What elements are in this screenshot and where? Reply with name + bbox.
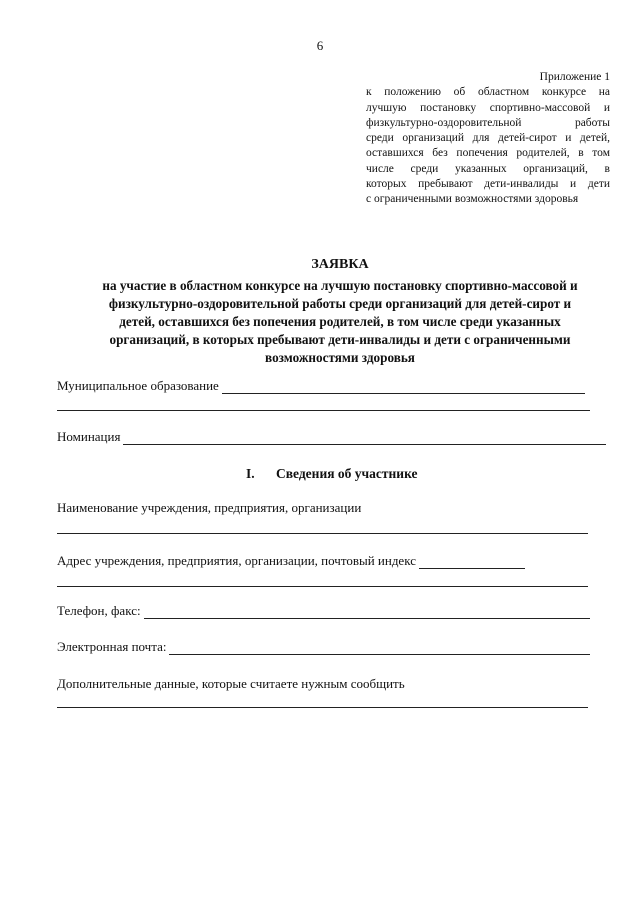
appendix-line: оставшихся без попечения родителей, в том: [366, 147, 610, 160]
address-field[interactable]: [57, 553, 585, 569]
appendix-line: лучшую постановку спортивно-массовой и: [366, 101, 610, 114]
additional-input-line[interactable]: [57, 707, 588, 708]
org-name-input-line[interactable]: [57, 533, 588, 534]
additional-label-row: [57, 676, 405, 692]
municipality-label: Муниципальное образование: [57, 378, 219, 393]
municipality-input-line[interactable]: [222, 380, 585, 394]
subtitle-line: физкультурно-оздоровительной работы среди организаций для детей-сирот и: [108, 296, 572, 311]
appendix-line: с ограниченными возможностями здоровья: [366, 193, 579, 206]
additional-label: Дополнительные данные, которые считаете нужным сообщить: [57, 676, 405, 691]
appendix-line: к положению об областном конкурсе на: [366, 86, 610, 99]
subtitle-line: возможностями здоровья: [265, 350, 415, 365]
appendix-line: числе среди указанных организаций, в: [366, 162, 610, 175]
municipality-field[interactable]: [57, 378, 585, 394]
appendix-title: Приложение 1: [539, 71, 610, 83]
application-subtitle: [40, 277, 640, 367]
subtitle-line: детей, оставшихся без попечения родителей, в том числе среди указанных: [119, 314, 561, 329]
nomination-field[interactable]: [57, 429, 606, 445]
nomination-input-line[interactable]: [123, 431, 606, 445]
appendix-block: [366, 70, 610, 208]
nomination-label: Номинация: [57, 429, 121, 444]
address-input-line[interactable]: [419, 555, 525, 569]
phone-fax-field[interactable]: [57, 603, 590, 619]
address-extra-line[interactable]: [57, 586, 588, 587]
appendix-line: которых пребывают дети-инвалиды и дети: [366, 178, 610, 191]
subtitle-line: организаций, в которых пребывают дети-инвалиды и дети с ограниченными: [109, 332, 571, 347]
section-number: I.: [246, 466, 255, 481]
address-label: Адрес учреждения, предприятия, организации, почтовый индекс: [57, 553, 416, 568]
subtitle-line: на участие в областном конкурсе на лучшую постановку спортивно-массовой и: [102, 278, 578, 293]
page-number: 6: [316, 38, 324, 53]
appendix-line: среди организаций для детей-сирот и детей,: [366, 132, 610, 145]
email-field[interactable]: [57, 639, 590, 655]
municipality-extra-line[interactable]: [57, 410, 590, 411]
email-label: Электронная почта:: [57, 639, 167, 654]
phone-fax-input-line[interactable]: [144, 605, 590, 619]
org-name-label: Наименование учреждения, предприятия, организации: [57, 500, 362, 515]
application-heading: ЗАЯВКА: [311, 257, 369, 272]
email-input-line[interactable]: [169, 641, 590, 655]
phone-fax-label: Телефон, факс:: [57, 603, 141, 618]
section-title: Сведения об участнике: [276, 466, 418, 481]
org-name-label-row: [57, 500, 361, 516]
appendix-line: физкультурно-оздоровительной работы: [366, 116, 610, 129]
